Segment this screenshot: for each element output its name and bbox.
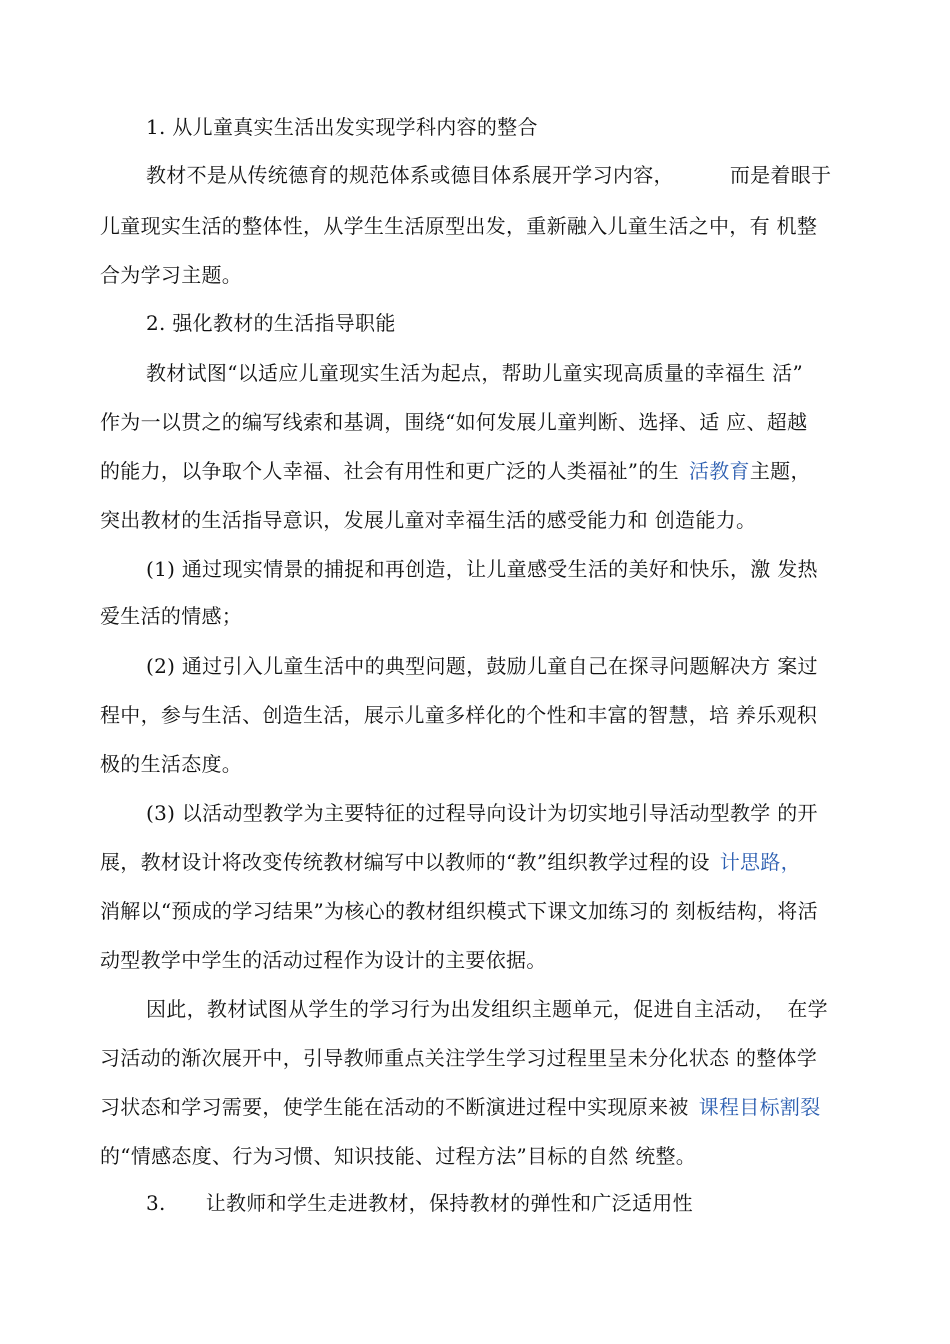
heading-1: 1. 从儿童真实生活出发实现学科内容的整合 (146, 115, 538, 139)
paragraph-line: 消解以“预成的学习结果”为核心的教材组织模式下课文加练习的 刻板结构，将活 (100, 899, 818, 923)
paragraph-line (100, 458, 860, 484)
link-life-education[interactable]: 活教育 (688, 459, 750, 483)
paragraph-line: 爱生活的情感； (100, 604, 243, 628)
paragraph-line: 极的生活态度。 (100, 752, 243, 776)
link-design-approach[interactable]: 计思路， (719, 850, 801, 874)
paragraph-line: 的“情感态度、行为习惯、知识技能、过程方法”目标的自然 统整。 (100, 1144, 697, 1168)
link-curriculum-goals[interactable]: 课程目标割裂 (698, 1095, 821, 1119)
list-item-1: (1) 通过现实情景的捕捉和再创造，让儿童感受生活的美好和快乐，激 发热 (146, 557, 818, 581)
paragraph-line (100, 1094, 860, 1120)
heading-3 (146, 1190, 906, 1216)
paragraph-line: 作为一以贯之的编写线索和基调，围绕“如何发展儿童判断、选择、适 应、超越 (100, 410, 808, 434)
paragraph-line (100, 849, 860, 875)
paragraph-line: 合为学习主题。 (100, 263, 243, 287)
paragraph-line (146, 996, 906, 1022)
text-segment: 主题， (749, 459, 811, 483)
text-segment: 教材不是从传统德育的规范体系或德目体系展开学习内容， (146, 163, 674, 187)
paragraph-line: 儿童现实生活的整体性，从学生生活原型出发，重新融入儿童生活之中，有 机整 (100, 214, 818, 238)
text-segment: 展，教材设计将改变传统教材编写中以教师的“教”组织教学过程的设 (100, 850, 710, 874)
text-segment: 习状态和学习需要，使学生能在活动的不断演进过程中实现原来被 (100, 1095, 689, 1119)
paragraph-line: 突出教材的生活指导意识，发展儿童对幸福生活的感受能力和 创造能力。 (100, 508, 757, 532)
heading-number: 3. (146, 1191, 166, 1215)
text-segment: 在学 (787, 997, 828, 1021)
text-segment: 而是着眼于 (729, 163, 832, 187)
heading-text: 让教师和学生走进教材，保持教材的弹性和广泛适用性 (205, 1191, 693, 1215)
paragraph-line: 动型教学中学生的活动过程作为设计的主要依据。 (100, 948, 547, 972)
heading-2: 2. 强化教材的生活指导职能 (146, 311, 396, 335)
text-segment: 的能力，以争取个人幸福、社会有用性和更广泛的人类福祉”的生 (100, 459, 679, 483)
text-segment: 因此，教材试图从学生的学习行为出发组织主题单元，促进自主活动， (146, 997, 776, 1021)
paragraph-line: 教材试图“以适应儿童现实生活为起点，帮助儿童实现高质量的幸福生 活” (146, 361, 804, 385)
paragraph-line: 习活动的渐次展开中，引导教师重点关注学生学习过程里呈未分化状态 的整体学 (100, 1046, 818, 1070)
list-item-3: (3) 以活动型教学为主要特征的过程导向设计为切实地引导活动型教学 的开 (146, 801, 818, 825)
paragraph-line (146, 162, 906, 188)
list-item-2: (2) 通过引入儿童生活中的典型问题，鼓励儿童自己在探寻问题解决方 案过 (146, 654, 818, 678)
paragraph-line: 程中，参与生活、创造生活，展示儿童多样化的个性和丰富的智慧，培 养乐观积 (100, 703, 818, 727)
